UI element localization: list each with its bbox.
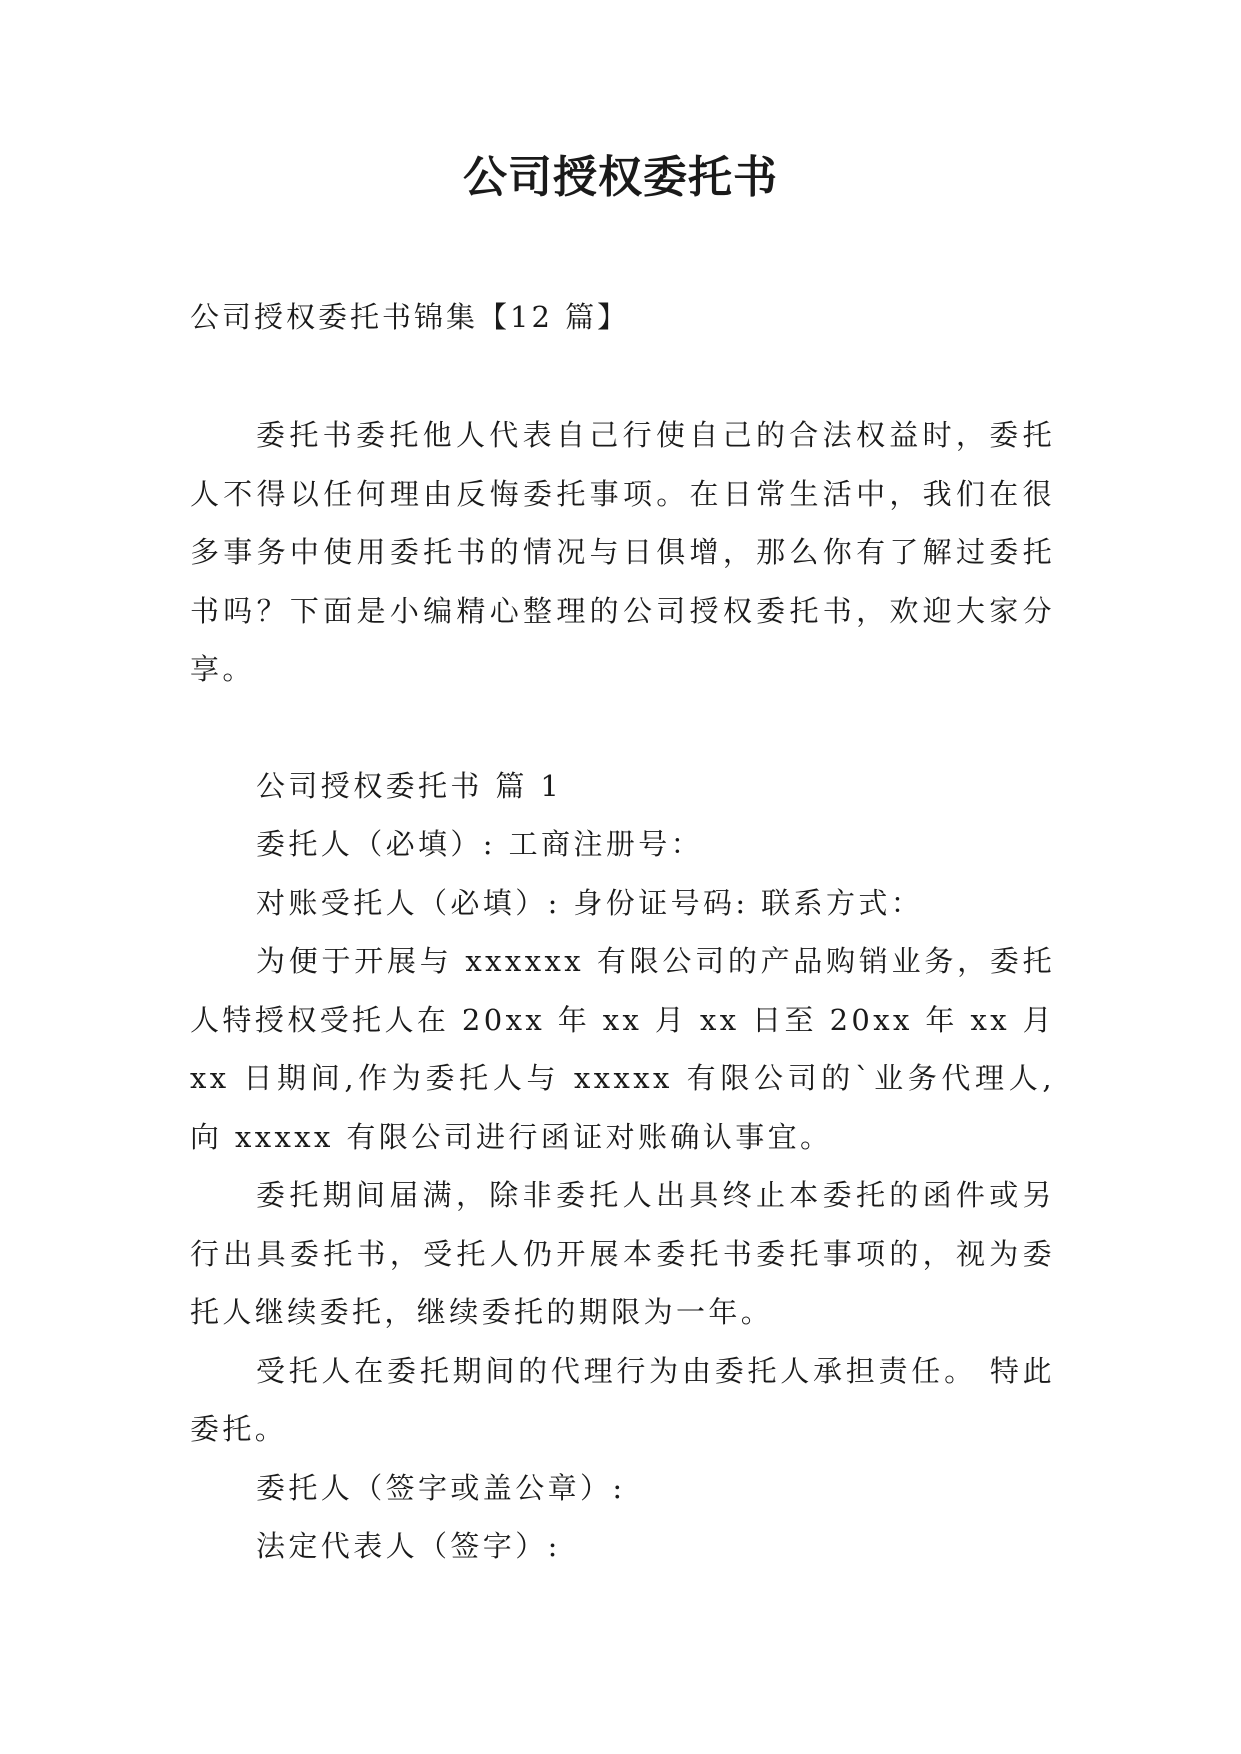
agent-line: 对账受托人（必填）: 身份证号码: 联系方式： [256,885,924,920]
paragraph-spacer [190,699,1055,757]
principal-signature-line: 委托人（签字或盖公章）: [256,1470,626,1505]
document-subtitle: 公司授权委托书锦集【12 篇】 [190,300,630,334]
liability-paragraph: 受托人在委托期间的代理行为由委托人承担责任。 特此委托。 [190,1353,1055,1446]
document-body [190,406,1055,1576]
section-heading: 公司授权委托书 篇 1 [256,768,563,803]
purpose-paragraph: 为便于开展与 xxxxxx 有限公司的产品购销业务，委托人特授权受托人在 20xx 年 xx 月 xx 日至 20xx 年 xx 月 xx 日期间,作为委托人与 xxxxx 有限公司的`业务代理人,向 xxxxx 有限公司进行函证对账确认事宜。 [190,944,1055,1154]
legal-representative-signature-line: 法定代表人（签字）: [256,1529,561,1563]
document-title: 公司授权委托书 [463,152,778,203]
expiry-paragraph: 委托期间届满，除非委托人出具终止本委托的函件或另行出具委托书，受托人仍开展本委托书委托事项的，视为委托人继续委托，继续委托的期限为一年。 [190,1178,1055,1329]
principal-line: 委托人（必填）: 工商注册号： [256,827,703,861]
intro-paragraph: 委托书委托他人代表自己行使自己的合法权益时，委托人不得以任何理由反悔委托事项。在日常生活中，我们在很多事务中使用委托书的情况与日俱增，那么你有了解过委托书吗？下面是小编精心整理的公司授权委托书，欢迎大家分享。 [190,418,1055,686]
